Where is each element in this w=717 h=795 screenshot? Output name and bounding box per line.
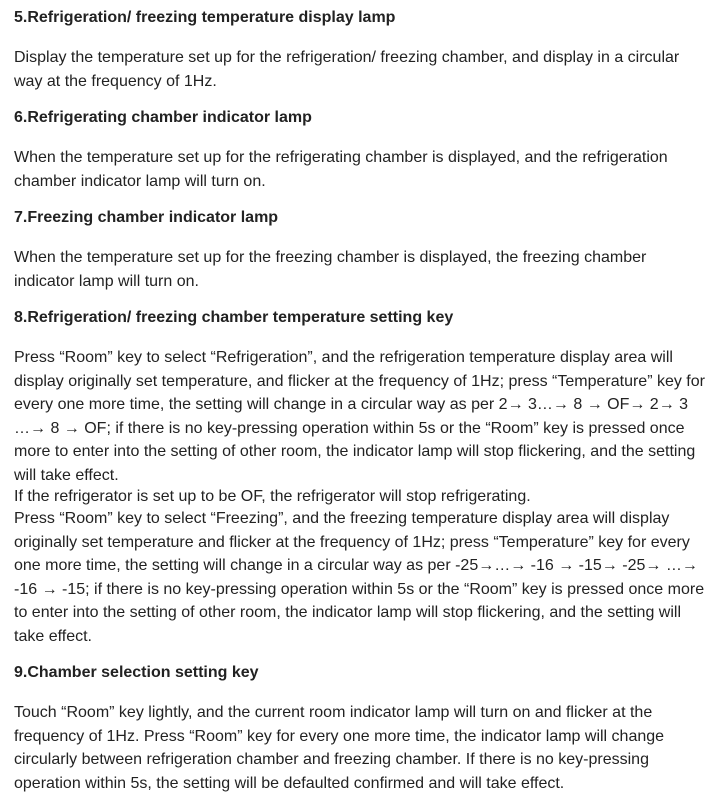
section-chamber-selection-key: [14, 662, 707, 795]
section-temperature-setting-key: [14, 307, 707, 648]
section-paragraph: If the refrigerator is set up to be OF, the refrigerator will stop refrigerating.: [14, 488, 531, 505]
section-paragraph: When the temperature set up for the refrigerating chamber is displayed, and the refrigeration chamber indicator lamp will turn on.: [14, 149, 668, 190]
section-paragraph: Press “Room” key to select “Refrigeration”, and the refrigeration temperature display area will display originally set temperature, and flicker at the frequency of 1Hz; press “Temperature” key for every one more time, the setting will change in a circular way as per 2→ 3…→ 8 → OF→ 2→ 3 …→ 8 → OF; if there is no key-pressing operation within 5s or the “Room” key is pressed once more to enter into the setting of other room, the indicator lamp will stop flickering, and the setting will take effect.: [14, 349, 705, 484]
section-paragraph: Press “Room” key to select “Freezing”, and the freezing temperature display area will display originally set temperature and flicker at the frequency of 1Hz; press “Temperature” key for every one more time, the setting will change in a circular way as per -25→…→ -16 → -15→ -25→ …→ -16 → -15; if there is no key-pressing operation within 5s or the “Room” key is pressed once more to enter into the setting of other room, the indicator lamp will stop flickering, and the setting will take effect.: [14, 510, 705, 645]
section-heading: 6.Refrigerating chamber indicator lamp: [14, 109, 312, 126]
section-heading: 9.Chamber selection setting key: [14, 664, 259, 681]
section-paragraph: When the temperature set up for the freezing chamber is displayed, the freezing chamber indicator lamp will turn on.: [14, 249, 647, 290]
section-paragraph: Touch “Room” key lightly, and the current room indicator lamp will turn on and flicker at the frequency of 1Hz. Press “Room” key for every one more time, the indicator lamp will change circularly between refrigeration chamber and freezing chamber. If there is no key-pressing operation within 5s, the setting will be defaulted confirmed and will take effect.: [14, 704, 665, 792]
section-heading: 8.Refrigeration/ freezing chamber temperature setting key: [14, 309, 454, 326]
section-heading: 5.Refrigeration/ freezing temperature display lamp: [14, 9, 396, 26]
section-heading: 7.Freezing chamber indicator lamp: [14, 209, 279, 226]
section-display-lamp: [14, 7, 707, 93]
section-freezing-indicator: [14, 207, 707, 293]
section-refrigerating-indicator: [14, 107, 707, 193]
section-paragraph: Display the temperature set up for the refrigeration/ freezing chamber, and display in a circular way at the frequency of 1Hz.: [14, 49, 680, 90]
